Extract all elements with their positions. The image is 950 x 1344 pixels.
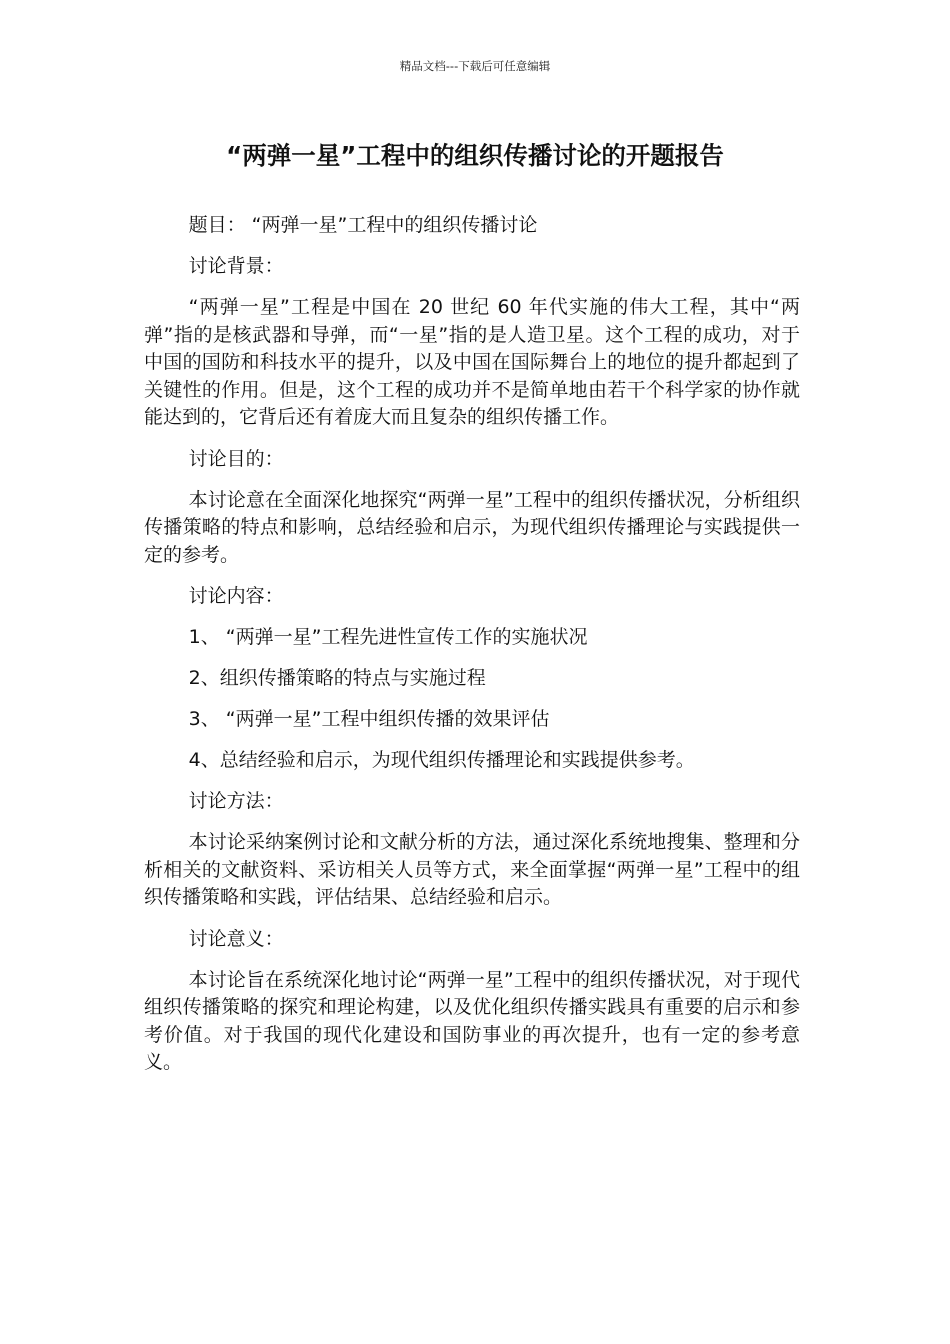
topic-line: 题目： “两弹一星”工程中的组织传播讨论 [188, 214, 538, 236]
significance-paragraph: 本讨论旨在系统深化地讨论“两弹一星”工程中的组织传播状况，对于现代组织传播策略的探究和理论构建，以及优化组织传播实践具有重要的启示和参考价值。对于我国的现代化建设和国防事业的再次提升，也有一定的参考意义。 [144, 968, 800, 1073]
method-heading: 讨论方法： [188, 790, 284, 812]
method-paragraph: 本讨论采纳案例讨论和文献分析的方法，通过深化系统地搜集、整理和分析相关的文献资料、采访相关人员等方式，来全面掌握“两弹一星”工程中的组织传播策略和实践，评估结果、总结经验和启示。 [144, 831, 800, 908]
document-title: “两弹一星”工程中的组织传播讨论的开题报告 [226, 141, 724, 170]
document-body [144, 212, 800, 1077]
purpose-heading: 讨论目的： [188, 447, 284, 470]
header-note: 精品文档---下载后可任意编辑 [399, 59, 551, 73]
content-heading: 讨论内容： [188, 585, 284, 607]
content-item-3: 3、 “两弹一星”工程中组织传播的效果评估 [188, 708, 550, 730]
content-item-4: 4、总结经验和启示，为现代组织传播理论和实践提供参考。 [188, 749, 695, 771]
background-heading: 讨论背景： [188, 255, 284, 277]
significance-heading: 讨论意义： [188, 927, 284, 950]
content-item-2: 2、组织传播策略的特点与实施过程 [188, 667, 486, 689]
content-item-1: 1、 “两弹一星”工程先进性宣传工作的实施状况 [188, 626, 588, 648]
background-paragraph: “两弹一星”工程是中国在 20 世纪 60 年代实施的伟大工程，其中“两弹”指的是核武器和导弹，而“一星”指的是人造卫星。这个工程的成功，对于中国的国防和科技水平的提升，以及中国在国际舞台上的地位的提升都起到了关键性的作用。但是，这个工程的成功并不是简单地由若干个科学家的协作就能达到的，它背后还有着庞大而且复杂的组织传播工作。 [144, 296, 800, 428]
purpose-paragraph: 本讨论意在全面深化地探究“两弹一星”工程中的组织传播状况，分析组织传播策略的特点和影响，总结经验和启示，为现代组织传播理论与实践提供一定的参考。 [144, 488, 800, 566]
